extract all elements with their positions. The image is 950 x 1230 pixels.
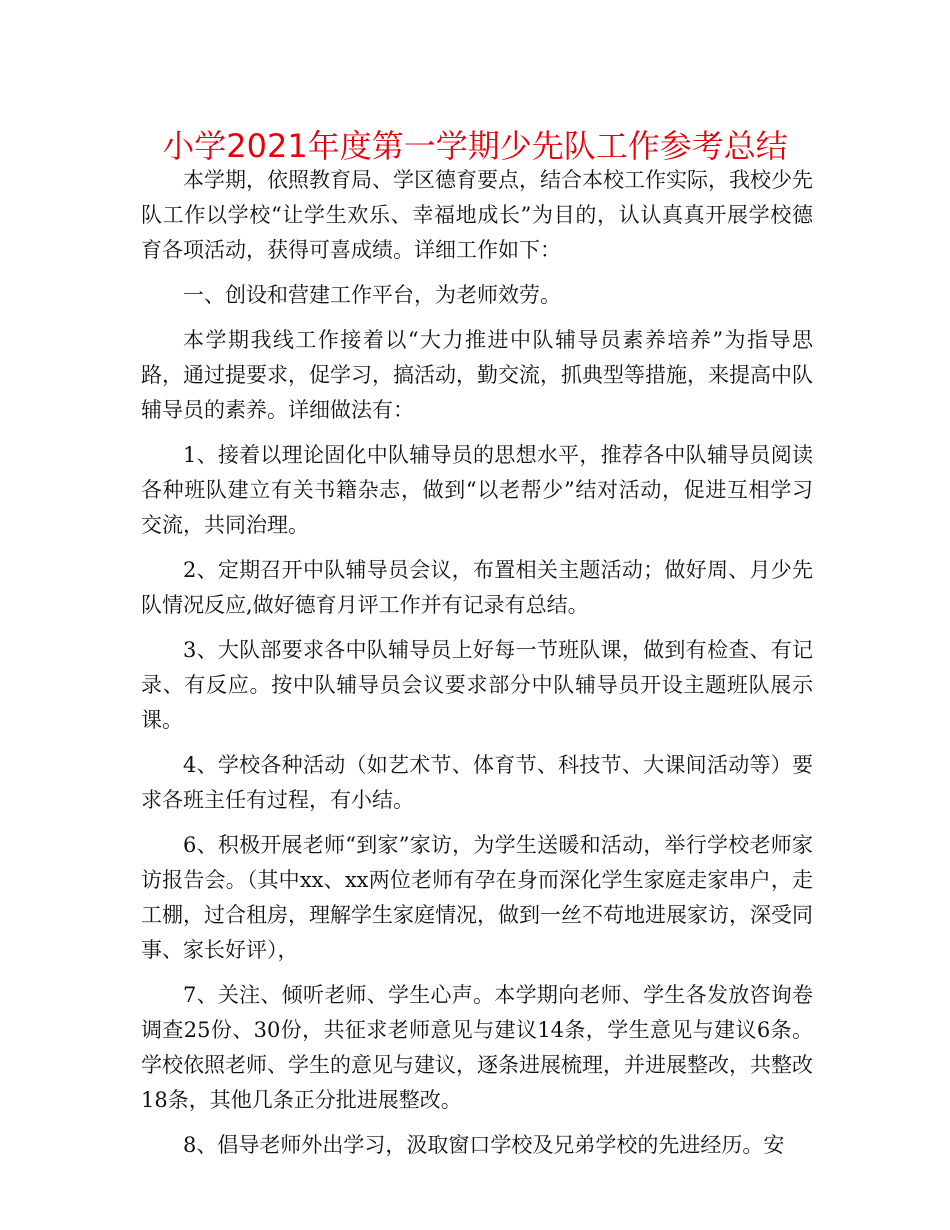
paragraph-section-heading: 一、创设和营建工作平台，为老师效劳。 bbox=[183, 283, 561, 307]
paragraph-item-8: 8、倡导老师外出学习，汲取窗口学校及兄弟学校的先进经历。安 bbox=[183, 1133, 785, 1157]
document-title: 小学2021年度第一学期少先队工作参考总结 bbox=[162, 127, 788, 165]
document-body bbox=[141, 163, 813, 1163]
paragraph-item-4: 4、学校各种活动（如艺术节、体育节、科技节、大课间活动等）要求各班主任有过程，有小结。 bbox=[141, 753, 813, 812]
paragraph-item-1: 1、接着以理论固化中队辅导员的思想水平，推荐各中队辅导员阅读各种班队建立有关书籍杂志，做到“以老帮少”结对活动，促进互相学习交流，共同治理。 bbox=[141, 443, 813, 537]
paragraph-item-6: 6、积极开展老师“到家”家访，为学生送暖和活动，举行学校老师家访报告会。（其中xx、xx两位老师有孕在身而深化学生家庭走家串户，走工棚，过合租房，理解学生家庭情况，做到一丝不苟地进展家访，深受同事、家长好评）， bbox=[141, 833, 813, 962]
paragraph-approach: 本学期我线工作接着以“大力推进中队辅导员素养培养”为指导思路，通过提要求，促学习，搞活动，勤交流，抓典型等措施，来提高中队辅导员的素养。详细做法有： bbox=[141, 328, 813, 422]
paragraph-item-3: 3、大队部要求各中队辅导员上好每一节班队课，做到有检查、有记录、有反应。按中队辅导员会议要求部分中队辅导员开设主题班队展示课。 bbox=[141, 638, 813, 732]
paragraph-item-7: 7、关注、倾听老师、学生心声。本学期向老师、学生各发放咨询卷调查25份、30份，共征求老师意见与建议14条，学生意见与建议6条。学校依照老师、学生的意见与建议，逐条进展梳理，并进展整改，共整改18条，其他几条正分批进展整改。 bbox=[141, 983, 813, 1112]
paragraph-item-2: 2、定期召开中队辅导员会议，布置相关主题活动；做好周、月少先队情况反应,做好德育月评工作并有记录有总结。 bbox=[141, 558, 813, 617]
paragraph-intro: 本学期，依照教育局、学区德育要点，结合本校工作实际，我校少先队工作以学校“让学生欢乐、幸福地成长”为目的，认认真真开展学校德育各项活动，获得可喜成绩。详细工作如下： bbox=[141, 168, 813, 262]
